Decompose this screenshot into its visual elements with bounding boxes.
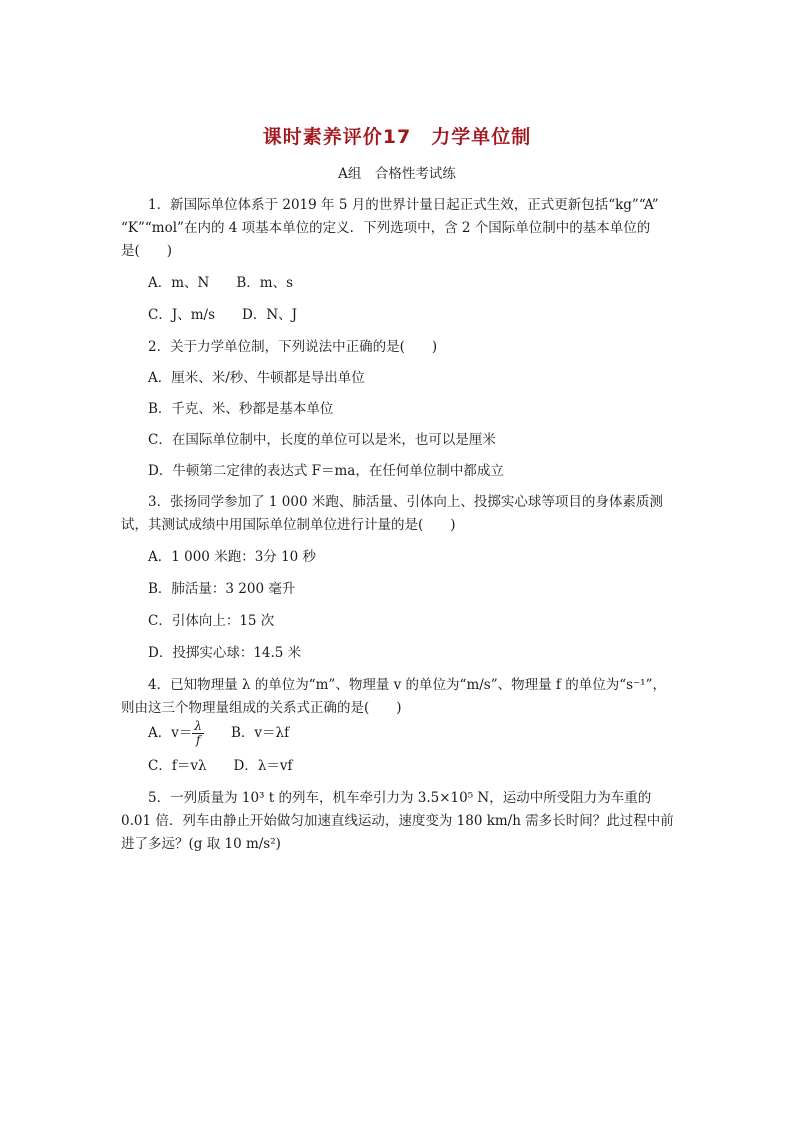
q3-stem-line1: 3．张扬同学参加了 1 000 米跑、肺活量、引体向上、投掷实心球等项目的身体素质测 xyxy=(148,494,663,510)
section-heading: A组 合格性考试练 xyxy=(338,166,456,182)
fraction-denominator: f xyxy=(195,733,201,747)
q5-line2: 0.01 倍．列车由静止开始做匀加速直线运动，速度变为 180 km/h 需多长时间？此过程中前 xyxy=(121,813,674,829)
q1-options-cd: C．J、m/s D．N、J xyxy=(148,307,298,323)
q4-option-a-prefix: A．v＝ xyxy=(148,725,193,741)
q2-stem: 2．关于力学单位制，下列说法中正确的是( ) xyxy=(148,339,438,355)
q4-option-a-fraction xyxy=(192,720,204,747)
q5-line1: 5．一列质量为 10³ t 的列车，机车牵引力为 3.5×10⁵ N，运动中所受阻力为车重的 xyxy=(148,790,652,806)
q2-option-a: A．厘米、米/秒、牛顿都是导出单位 xyxy=(148,370,365,386)
q1-options-ab: A．m、N B．m、s xyxy=(148,275,294,291)
q2-option-b: B．千克、米、秒都是基本单位 xyxy=(148,401,334,417)
q3-stem-line2: 试，其测试成绩中用国际单位制单位进行计量的是( ) xyxy=(121,517,456,533)
q5-line3: 进了多远？(g 取 10 m/s²) xyxy=(121,836,281,852)
q4-option-b: B．v＝λf xyxy=(204,725,290,741)
q4-options-cd: C．f＝vλ D．λ＝vf xyxy=(148,758,293,774)
q4-stem-line2: 则由这三个物理量组成的关系式正确的是( ) xyxy=(121,700,402,716)
page-title: 课时素养评价17 力学单位制 xyxy=(262,126,532,148)
q3-option-d: D．投掷实心球：14.5 米 xyxy=(148,645,302,661)
q3-option-a: A．1 000 米跑：3分 10 秒 xyxy=(148,549,317,565)
q4-stem-line1: 4．已知物理量 λ 的单位为“m”、物理量 v 的单位为“m/s”、物理量 f 的单位为“s⁻¹”， xyxy=(148,677,666,693)
q1-stem-line1: 1．新国际单位体系于 2019 年 5 月的世界计量日起正式生效，正式更新包括“kg”“A” xyxy=(148,197,659,213)
q1-stem-line2: “K”“mol”在内的 4 项基本单位的定义．下列选项中，含 2 个国际单位制中的基本单位的 xyxy=(121,220,651,236)
q2-option-c: C．在国际单位制中，长度的单位可以是米，也可以是厘米 xyxy=(148,432,496,448)
q3-option-b: B．肺活量：3 200 毫升 xyxy=(148,581,296,597)
q4-options-ab xyxy=(121,720,676,747)
q3-option-c: C．引体向上：15 次 xyxy=(148,613,275,629)
question-list xyxy=(121,194,676,856)
q1-stem-line3: 是( ) xyxy=(121,243,173,259)
q2-option-d: D．牛顿第二定律的表达式 F＝ma，在任何单位制中都成立 xyxy=(148,463,504,479)
fraction-numerator: λ xyxy=(194,719,202,733)
